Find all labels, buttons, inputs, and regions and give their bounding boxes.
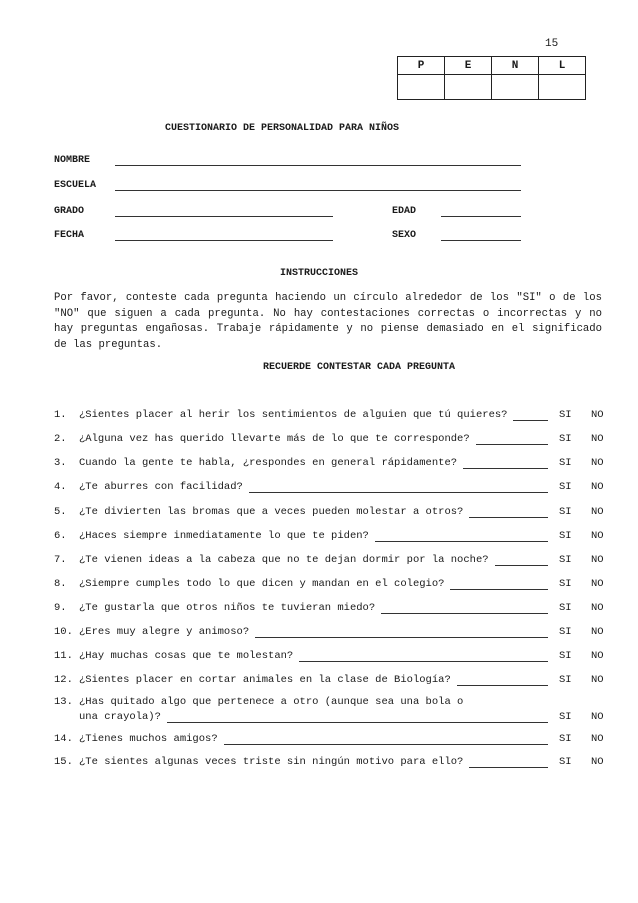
answer-yes-option[interactable]: SI xyxy=(559,674,572,686)
answer-line xyxy=(469,517,548,518)
question-text: ¿Te vienen ideas a la cabeza que no te dejan dormir por la noche? xyxy=(79,554,489,566)
question-text: ¿Has quitado algo que pertenece a otro (aunque sea una bola o xyxy=(79,696,464,708)
instructions-text: Por favor, conteste cada pregunta haciendo un círculo alrededor de los "SI" o de los "NO" que siguen a cada pregunta. No hay contestaciones correctas o incorrectas y no hay preguntas engañosas. Trabaje rápidamente y no piense demasiado en el significado de las preguntas. xyxy=(54,292,602,351)
instructions-heading: INSTRUCCIONES xyxy=(279,268,358,279)
escuela-label: ESCUELA xyxy=(54,180,97,191)
answer-yes-option[interactable]: SI xyxy=(559,554,572,566)
score-cell-l[interactable] xyxy=(539,75,586,100)
answer-line xyxy=(224,744,548,745)
answer-yes-option[interactable]: SI xyxy=(559,530,572,542)
answer-line xyxy=(469,767,548,768)
answer-line xyxy=(450,589,548,590)
answer-no-option[interactable]: NO xyxy=(591,530,604,542)
question-text: ¿Te gustarla que otros niños te tuvieran miedo? xyxy=(79,602,376,614)
answer-no-option[interactable]: NO xyxy=(591,506,604,518)
score-cell-e[interactable] xyxy=(445,75,492,100)
question-number: 3. xyxy=(54,457,67,469)
answer-yes-option[interactable]: SI xyxy=(559,578,572,590)
answer-line xyxy=(255,637,548,638)
questionnaire-title: CUESTIONARIO DE PERSONALIDAD PARA NIÑOS xyxy=(165,123,400,134)
answer-yes-option[interactable]: SI xyxy=(559,626,572,638)
sexo-label: SEXO xyxy=(392,230,417,241)
question-number: 2. xyxy=(54,433,67,445)
nombre-label: NOMBRE xyxy=(54,155,91,166)
answer-line xyxy=(463,468,548,469)
question-number: 5. xyxy=(54,506,67,518)
score-header-l: L xyxy=(539,57,586,75)
nombre-field[interactable] xyxy=(115,165,521,166)
answer-no-option[interactable]: NO xyxy=(591,481,604,493)
page-number: 15 xyxy=(545,38,559,50)
question-text: ¿Hay muchas cosas que te molestan? xyxy=(79,650,294,662)
answer-yes-option[interactable]: SI xyxy=(559,506,572,518)
answer-no-option[interactable]: NO xyxy=(591,650,604,662)
question-number: 8. xyxy=(54,578,67,590)
question-number: 11. xyxy=(54,650,73,662)
score-table xyxy=(397,56,586,100)
question-text: Cuando la gente te habla, ¿respondes en general rápidamente? xyxy=(79,457,458,469)
escuela-field[interactable] xyxy=(115,190,521,191)
edad-field[interactable] xyxy=(441,216,521,217)
answer-line xyxy=(457,685,548,686)
question-text: ¿Te aburres con facilidad? xyxy=(79,481,243,493)
answer-no-option[interactable]: NO xyxy=(591,733,604,745)
question-text: ¿Te sientes algunas veces triste sin ningún motivo para ello? xyxy=(79,756,464,768)
question-number: 4. xyxy=(54,481,67,493)
score-header-e: E xyxy=(445,57,492,75)
answer-line xyxy=(249,492,548,493)
answer-no-option[interactable]: NO xyxy=(591,554,604,566)
score-header-n: N xyxy=(492,57,539,75)
question-text: ¿Haces siempre inmediatamente lo que te piden? xyxy=(79,530,369,542)
answer-yes-option[interactable]: SI xyxy=(559,733,572,745)
answer-yes-option[interactable]: SI xyxy=(559,756,572,768)
question-number: 7. xyxy=(54,554,67,566)
answer-yes-option[interactable]: SI xyxy=(559,409,572,421)
question-number: 9. xyxy=(54,602,67,614)
answer-yes-option[interactable]: SI xyxy=(559,433,572,445)
answer-line xyxy=(381,613,548,614)
answer-line xyxy=(299,661,548,662)
score-cell-p[interactable] xyxy=(398,75,445,100)
answer-no-option[interactable]: NO xyxy=(591,433,604,445)
answer-line xyxy=(476,444,548,445)
answer-no-option[interactable]: NO xyxy=(591,409,604,421)
grado-field[interactable] xyxy=(115,216,333,217)
sexo-field[interactable] xyxy=(441,240,521,241)
answer-no-option[interactable]: NO xyxy=(591,756,604,768)
score-cell-n[interactable] xyxy=(492,75,539,100)
answer-yes-option[interactable]: SI xyxy=(559,650,572,662)
answer-yes-option[interactable]: SI xyxy=(559,457,572,469)
score-header-p: P xyxy=(398,57,445,75)
question-number: 12. xyxy=(54,674,73,686)
grado-label: GRADO xyxy=(54,206,85,217)
answer-no-option[interactable]: NO xyxy=(591,711,604,723)
question-text: ¿Siempre cumples todo lo que dicen y mandan en el colegio? xyxy=(79,578,445,590)
question-text: ¿Sientes placer en cortar animales en la clase de Biología? xyxy=(79,674,451,686)
question-number: 1. xyxy=(54,409,67,421)
question-number: 13. xyxy=(54,696,73,708)
answer-yes-option[interactable]: SI xyxy=(559,602,572,614)
question-number: 14. xyxy=(54,733,73,745)
question-text: ¿Te divierten las bromas que a veces pueden molestar a otros? xyxy=(79,506,464,518)
question-number: 10. xyxy=(54,626,73,638)
answer-no-option[interactable]: NO xyxy=(591,578,604,590)
answer-yes-option[interactable]: SI xyxy=(559,711,572,723)
answer-line xyxy=(513,420,548,421)
answer-no-option[interactable]: NO xyxy=(591,457,604,469)
question-number: 15. xyxy=(54,756,73,768)
answer-yes-option[interactable]: SI xyxy=(559,481,572,493)
question-number: 6. xyxy=(54,530,67,542)
question-text: ¿Sientes placer al herir los sentimientos de alguien que tú quieres? xyxy=(79,409,508,421)
question-text-continued: una crayola)? xyxy=(79,711,161,723)
reminder-heading: RECUERDE CONTESTAR CADA PREGUNTA xyxy=(262,362,456,373)
fecha-label: FECHA xyxy=(54,230,85,241)
answer-no-option[interactable]: NO xyxy=(591,602,604,614)
answer-line xyxy=(167,722,548,723)
edad-label: EDAD xyxy=(392,206,417,217)
question-text: ¿Eres muy alegre y animoso? xyxy=(79,626,250,638)
answer-line xyxy=(495,565,548,566)
answer-no-option[interactable]: NO xyxy=(591,674,604,686)
answer-line xyxy=(375,541,548,542)
question-text: ¿Tienes muchos amigos? xyxy=(79,733,218,745)
answer-no-option[interactable]: NO xyxy=(591,626,604,638)
fecha-field[interactable] xyxy=(115,240,333,241)
question-text: ¿Alguna vez has querido llevarte más de lo que te corresponde? xyxy=(79,433,470,445)
